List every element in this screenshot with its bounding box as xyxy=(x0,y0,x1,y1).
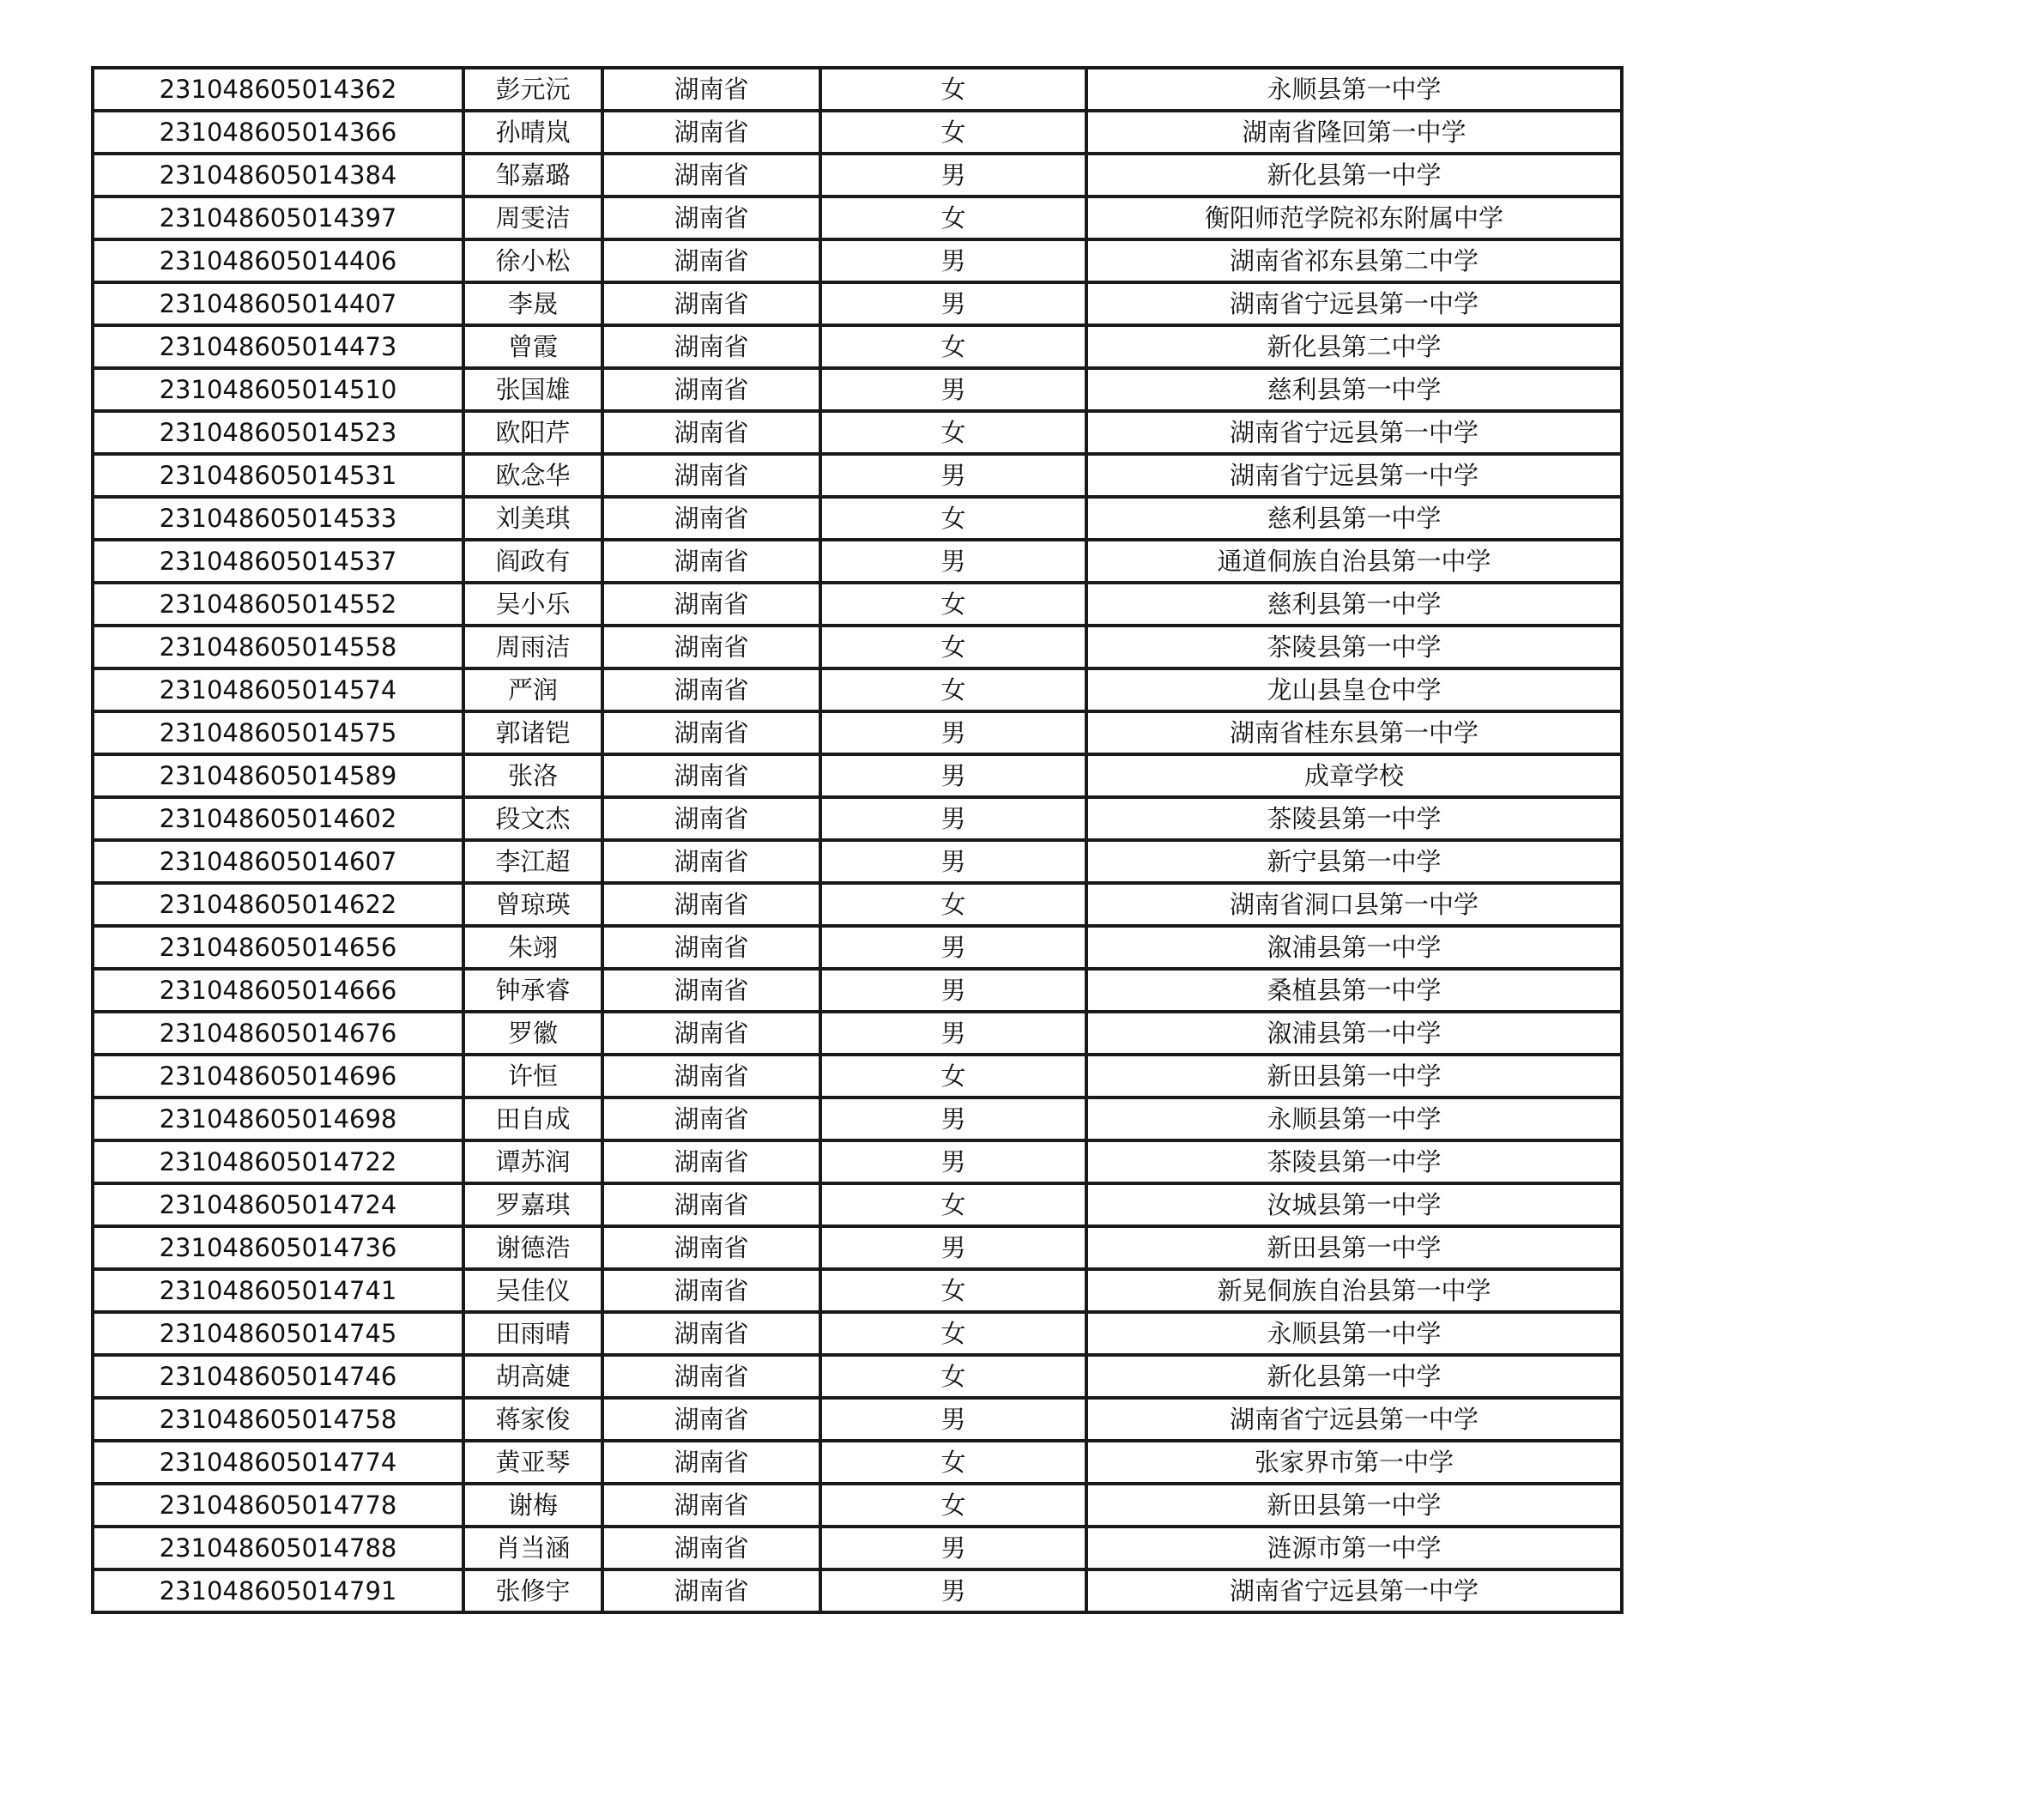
table-row xyxy=(93,1269,1622,1312)
name-cell: 张洛 xyxy=(463,754,602,797)
school-cell: 新田县第一中学 xyxy=(1086,1484,1622,1527)
gender-cell: 男 xyxy=(820,1140,1086,1183)
table-row xyxy=(93,282,1622,325)
gender-cell: 女 xyxy=(820,668,1086,711)
table-row xyxy=(93,1055,1622,1098)
school-cell: 永顺县第一中学 xyxy=(1086,1098,1622,1140)
gender-cell: 女 xyxy=(820,883,1086,926)
school-cell: 茶陵县第一中学 xyxy=(1086,797,1622,840)
table-row xyxy=(93,797,1622,840)
school-cell: 新田县第一中学 xyxy=(1086,1226,1622,1269)
gender-cell: 男 xyxy=(820,1398,1086,1441)
province-cell: 湖南省 xyxy=(602,1183,820,1226)
table-row xyxy=(93,1140,1622,1183)
table-row xyxy=(93,1527,1622,1569)
name-cell: 蒋家俊 xyxy=(463,1398,602,1441)
name-cell: 胡高婕 xyxy=(463,1355,602,1398)
exam-id-cell: 231048605014510 xyxy=(93,368,463,411)
province-cell: 湖南省 xyxy=(602,1484,820,1527)
gender-cell: 男 xyxy=(820,454,1086,497)
gender-cell: 男 xyxy=(820,368,1086,411)
name-cell: 孙晴岚 xyxy=(463,111,602,154)
exam-id-cell: 231048605014531 xyxy=(93,454,463,497)
province-cell: 湖南省 xyxy=(602,154,820,197)
school-cell: 成章学校 xyxy=(1086,754,1622,797)
name-cell: 张国雄 xyxy=(463,368,602,411)
exam-id-cell: 231048605014622 xyxy=(93,883,463,926)
name-cell: 周雨洁 xyxy=(463,626,602,668)
province-cell: 湖南省 xyxy=(602,883,820,926)
province-cell: 湖南省 xyxy=(602,969,820,1012)
exam-id-cell: 231048605014407 xyxy=(93,282,463,325)
name-cell: 黄亚琴 xyxy=(463,1441,602,1484)
school-cell: 湖南省宁远县第一中学 xyxy=(1086,1398,1622,1441)
gender-cell: 男 xyxy=(820,1527,1086,1569)
school-cell: 慈利县第一中学 xyxy=(1086,497,1622,540)
province-cell: 湖南省 xyxy=(602,325,820,368)
name-cell: 田雨晴 xyxy=(463,1312,602,1355)
gender-cell: 女 xyxy=(820,1312,1086,1355)
gender-cell: 男 xyxy=(820,754,1086,797)
exam-id-cell: 231048605014696 xyxy=(93,1055,463,1098)
gender-cell: 女 xyxy=(820,1055,1086,1098)
name-cell: 欧念华 xyxy=(463,454,602,497)
province-cell: 湖南省 xyxy=(602,368,820,411)
exam-id-cell: 231048605014533 xyxy=(93,497,463,540)
exam-id-cell: 231048605014656 xyxy=(93,926,463,969)
gender-cell: 男 xyxy=(820,926,1086,969)
province-cell: 湖南省 xyxy=(602,1312,820,1355)
table-row xyxy=(93,626,1622,668)
table-row xyxy=(93,1312,1622,1355)
province-cell: 湖南省 xyxy=(602,111,820,154)
province-cell: 湖南省 xyxy=(602,1140,820,1183)
school-cell: 新化县第二中学 xyxy=(1086,325,1622,368)
table-row xyxy=(93,668,1622,711)
table-row xyxy=(93,711,1622,754)
exam-id-cell: 231048605014397 xyxy=(93,197,463,239)
name-cell: 邹嘉璐 xyxy=(463,154,602,197)
school-cell: 湖南省桂东县第一中学 xyxy=(1086,711,1622,754)
gender-cell: 女 xyxy=(820,111,1086,154)
school-cell: 新化县第一中学 xyxy=(1086,154,1622,197)
province-cell: 湖南省 xyxy=(602,1098,820,1140)
table-row xyxy=(93,154,1622,197)
table-row xyxy=(93,454,1622,497)
province-cell: 湖南省 xyxy=(602,1398,820,1441)
exam-id-cell: 231048605014666 xyxy=(93,969,463,1012)
gender-cell: 女 xyxy=(820,325,1086,368)
school-cell: 湖南省宁远县第一中学 xyxy=(1086,454,1622,497)
name-cell: 肖当涵 xyxy=(463,1527,602,1569)
gender-cell: 女 xyxy=(820,1183,1086,1226)
name-cell: 田自成 xyxy=(463,1098,602,1140)
school-cell: 张家界市第一中学 xyxy=(1086,1441,1622,1484)
table-row xyxy=(93,1398,1622,1441)
gender-cell: 男 xyxy=(820,840,1086,883)
school-cell: 慈利县第一中学 xyxy=(1086,368,1622,411)
school-cell: 新晃侗族自治县第一中学 xyxy=(1086,1269,1622,1312)
exam-id-cell: 231048605014741 xyxy=(93,1269,463,1312)
school-cell: 茶陵县第一中学 xyxy=(1086,626,1622,668)
gender-cell: 男 xyxy=(820,540,1086,583)
province-cell: 湖南省 xyxy=(602,497,820,540)
school-cell: 通道侗族自治县第一中学 xyxy=(1086,540,1622,583)
table-row xyxy=(93,497,1622,540)
name-cell: 彭元沅 xyxy=(463,68,602,111)
exam-id-cell: 231048605014406 xyxy=(93,239,463,282)
name-cell: 谢德浩 xyxy=(463,1226,602,1269)
exam-id-cell: 231048605014552 xyxy=(93,583,463,626)
school-cell: 新化县第一中学 xyxy=(1086,1355,1622,1398)
name-cell: 罗徽 xyxy=(463,1012,602,1055)
exam-id-cell: 231048605014473 xyxy=(93,325,463,368)
province-cell: 湖南省 xyxy=(602,1527,820,1569)
exam-id-cell: 231048605014607 xyxy=(93,840,463,883)
province-cell: 湖南省 xyxy=(602,754,820,797)
school-cell: 茶陵县第一中学 xyxy=(1086,1140,1622,1183)
province-cell: 湖南省 xyxy=(602,454,820,497)
gender-cell: 女 xyxy=(820,583,1086,626)
table-row xyxy=(93,68,1622,111)
province-cell: 湖南省 xyxy=(602,926,820,969)
table-row xyxy=(93,1226,1622,1269)
gender-cell: 男 xyxy=(820,969,1086,1012)
province-cell: 湖南省 xyxy=(602,282,820,325)
name-cell: 许恒 xyxy=(463,1055,602,1098)
name-cell: 郭诸铠 xyxy=(463,711,602,754)
exam-id-cell: 231048605014788 xyxy=(93,1527,463,1569)
table-row xyxy=(93,1012,1622,1055)
exam-id-cell: 231048605014778 xyxy=(93,1484,463,1527)
exam-id-cell: 231048605014758 xyxy=(93,1398,463,1441)
name-cell: 周雯洁 xyxy=(463,197,602,239)
school-cell: 湖南省宁远县第一中学 xyxy=(1086,411,1622,454)
gender-cell: 男 xyxy=(820,239,1086,282)
table-row xyxy=(93,197,1622,239)
gender-cell: 男 xyxy=(820,282,1086,325)
table-row xyxy=(93,111,1622,154)
province-cell: 湖南省 xyxy=(602,626,820,668)
table-row xyxy=(93,883,1622,926)
name-cell: 罗嘉琪 xyxy=(463,1183,602,1226)
school-cell: 湖南省隆回第一中学 xyxy=(1086,111,1622,154)
gender-cell: 男 xyxy=(820,1569,1086,1612)
exam-id-cell: 231048605014366 xyxy=(93,111,463,154)
exam-id-cell: 231048605014676 xyxy=(93,1012,463,1055)
gender-cell: 男 xyxy=(820,1012,1086,1055)
gender-cell: 女 xyxy=(820,68,1086,111)
school-cell: 慈利县第一中学 xyxy=(1086,583,1622,626)
school-cell: 湖南省祁东县第二中学 xyxy=(1086,239,1622,282)
province-cell: 湖南省 xyxy=(602,239,820,282)
school-cell: 汝城县第一中学 xyxy=(1086,1183,1622,1226)
province-cell: 湖南省 xyxy=(602,1355,820,1398)
name-cell: 谭苏润 xyxy=(463,1140,602,1183)
name-cell: 曾霞 xyxy=(463,325,602,368)
name-cell: 刘美琪 xyxy=(463,497,602,540)
province-cell: 湖南省 xyxy=(602,583,820,626)
table-row xyxy=(93,1183,1622,1226)
exam-id-cell: 231048605014589 xyxy=(93,754,463,797)
table-row xyxy=(93,754,1622,797)
province-cell: 湖南省 xyxy=(602,1226,820,1269)
table-row xyxy=(93,1569,1622,1612)
exam-id-cell: 231048605014384 xyxy=(93,154,463,197)
province-cell: 湖南省 xyxy=(602,711,820,754)
school-cell: 桑植县第一中学 xyxy=(1086,969,1622,1012)
gender-cell: 女 xyxy=(820,1441,1086,1484)
table-row xyxy=(93,840,1622,883)
gender-cell: 女 xyxy=(820,1484,1086,1527)
exam-id-cell: 231048605014574 xyxy=(93,668,463,711)
table-row xyxy=(93,411,1622,454)
province-cell: 湖南省 xyxy=(602,540,820,583)
gender-cell: 女 xyxy=(820,411,1086,454)
table-row xyxy=(93,239,1622,282)
table-row xyxy=(93,540,1622,583)
name-cell: 曾琼瑛 xyxy=(463,883,602,926)
exam-id-cell: 231048605014523 xyxy=(93,411,463,454)
exam-id-cell: 231048605014746 xyxy=(93,1355,463,1398)
name-cell: 段文杰 xyxy=(463,797,602,840)
exam-id-cell: 231048605014537 xyxy=(93,540,463,583)
exam-id-cell: 231048605014362 xyxy=(93,68,463,111)
exam-id-cell: 231048605014724 xyxy=(93,1183,463,1226)
exam-id-cell: 231048605014736 xyxy=(93,1226,463,1269)
school-cell: 溆浦县第一中学 xyxy=(1086,1012,1622,1055)
name-cell: 谢梅 xyxy=(463,1484,602,1527)
exam-id-cell: 231048605014745 xyxy=(93,1312,463,1355)
table-row xyxy=(93,325,1622,368)
name-cell: 吴小乐 xyxy=(463,583,602,626)
province-cell: 湖南省 xyxy=(602,840,820,883)
gender-cell: 男 xyxy=(820,1098,1086,1140)
gender-cell: 男 xyxy=(820,1226,1086,1269)
school-cell: 永顺县第一中学 xyxy=(1086,1312,1622,1355)
school-cell: 新田县第一中学 xyxy=(1086,1055,1622,1098)
name-cell: 严润 xyxy=(463,668,602,711)
school-cell: 涟源市第一中学 xyxy=(1086,1527,1622,1569)
gender-cell: 男 xyxy=(820,154,1086,197)
gender-cell: 女 xyxy=(820,497,1086,540)
province-cell: 湖南省 xyxy=(602,68,820,111)
table-row xyxy=(93,583,1622,626)
school-cell: 湖南省宁远县第一中学 xyxy=(1086,1569,1622,1612)
student-roster-table xyxy=(91,66,1624,1614)
name-cell: 李江超 xyxy=(463,840,602,883)
gender-cell: 女 xyxy=(820,1355,1086,1398)
school-cell: 龙山县皇仓中学 xyxy=(1086,668,1622,711)
school-cell: 溆浦县第一中学 xyxy=(1086,926,1622,969)
exam-id-cell: 231048605014558 xyxy=(93,626,463,668)
name-cell: 李晟 xyxy=(463,282,602,325)
table-row xyxy=(93,368,1622,411)
name-cell: 朱翊 xyxy=(463,926,602,969)
school-cell: 衡阳师范学院祁东附属中学 xyxy=(1086,197,1622,239)
name-cell: 欧阳芹 xyxy=(463,411,602,454)
gender-cell: 女 xyxy=(820,197,1086,239)
school-cell: 湖南省宁远县第一中学 xyxy=(1086,282,1622,325)
gender-cell: 女 xyxy=(820,626,1086,668)
province-cell: 湖南省 xyxy=(602,411,820,454)
name-cell: 张修宇 xyxy=(463,1569,602,1612)
table-row xyxy=(93,1355,1622,1398)
roster-body xyxy=(93,68,1622,1612)
exam-id-cell: 231048605014698 xyxy=(93,1098,463,1140)
name-cell: 钟承睿 xyxy=(463,969,602,1012)
province-cell: 湖南省 xyxy=(602,197,820,239)
gender-cell: 男 xyxy=(820,797,1086,840)
province-cell: 湖南省 xyxy=(602,1569,820,1612)
province-cell: 湖南省 xyxy=(602,1441,820,1484)
name-cell: 阎政有 xyxy=(463,540,602,583)
exam-id-cell: 231048605014602 xyxy=(93,797,463,840)
gender-cell: 男 xyxy=(820,711,1086,754)
exam-id-cell: 231048605014575 xyxy=(93,711,463,754)
province-cell: 湖南省 xyxy=(602,797,820,840)
table-row xyxy=(93,1098,1622,1140)
exam-id-cell: 231048605014774 xyxy=(93,1441,463,1484)
table-row xyxy=(93,1441,1622,1484)
school-cell: 湖南省洞口县第一中学 xyxy=(1086,883,1622,926)
province-cell: 湖南省 xyxy=(602,1055,820,1098)
name-cell: 徐小松 xyxy=(463,239,602,282)
exam-id-cell: 231048605014791 xyxy=(93,1569,463,1612)
school-cell: 新宁县第一中学 xyxy=(1086,840,1622,883)
table-row xyxy=(93,926,1622,969)
table-row xyxy=(93,969,1622,1012)
exam-id-cell: 231048605014722 xyxy=(93,1140,463,1183)
province-cell: 湖南省 xyxy=(602,668,820,711)
school-cell: 永顺县第一中学 xyxy=(1086,68,1622,111)
name-cell: 吴佳仪 xyxy=(463,1269,602,1312)
table-row xyxy=(93,1484,1622,1527)
province-cell: 湖南省 xyxy=(602,1269,820,1312)
gender-cell: 女 xyxy=(820,1269,1086,1312)
province-cell: 湖南省 xyxy=(602,1012,820,1055)
